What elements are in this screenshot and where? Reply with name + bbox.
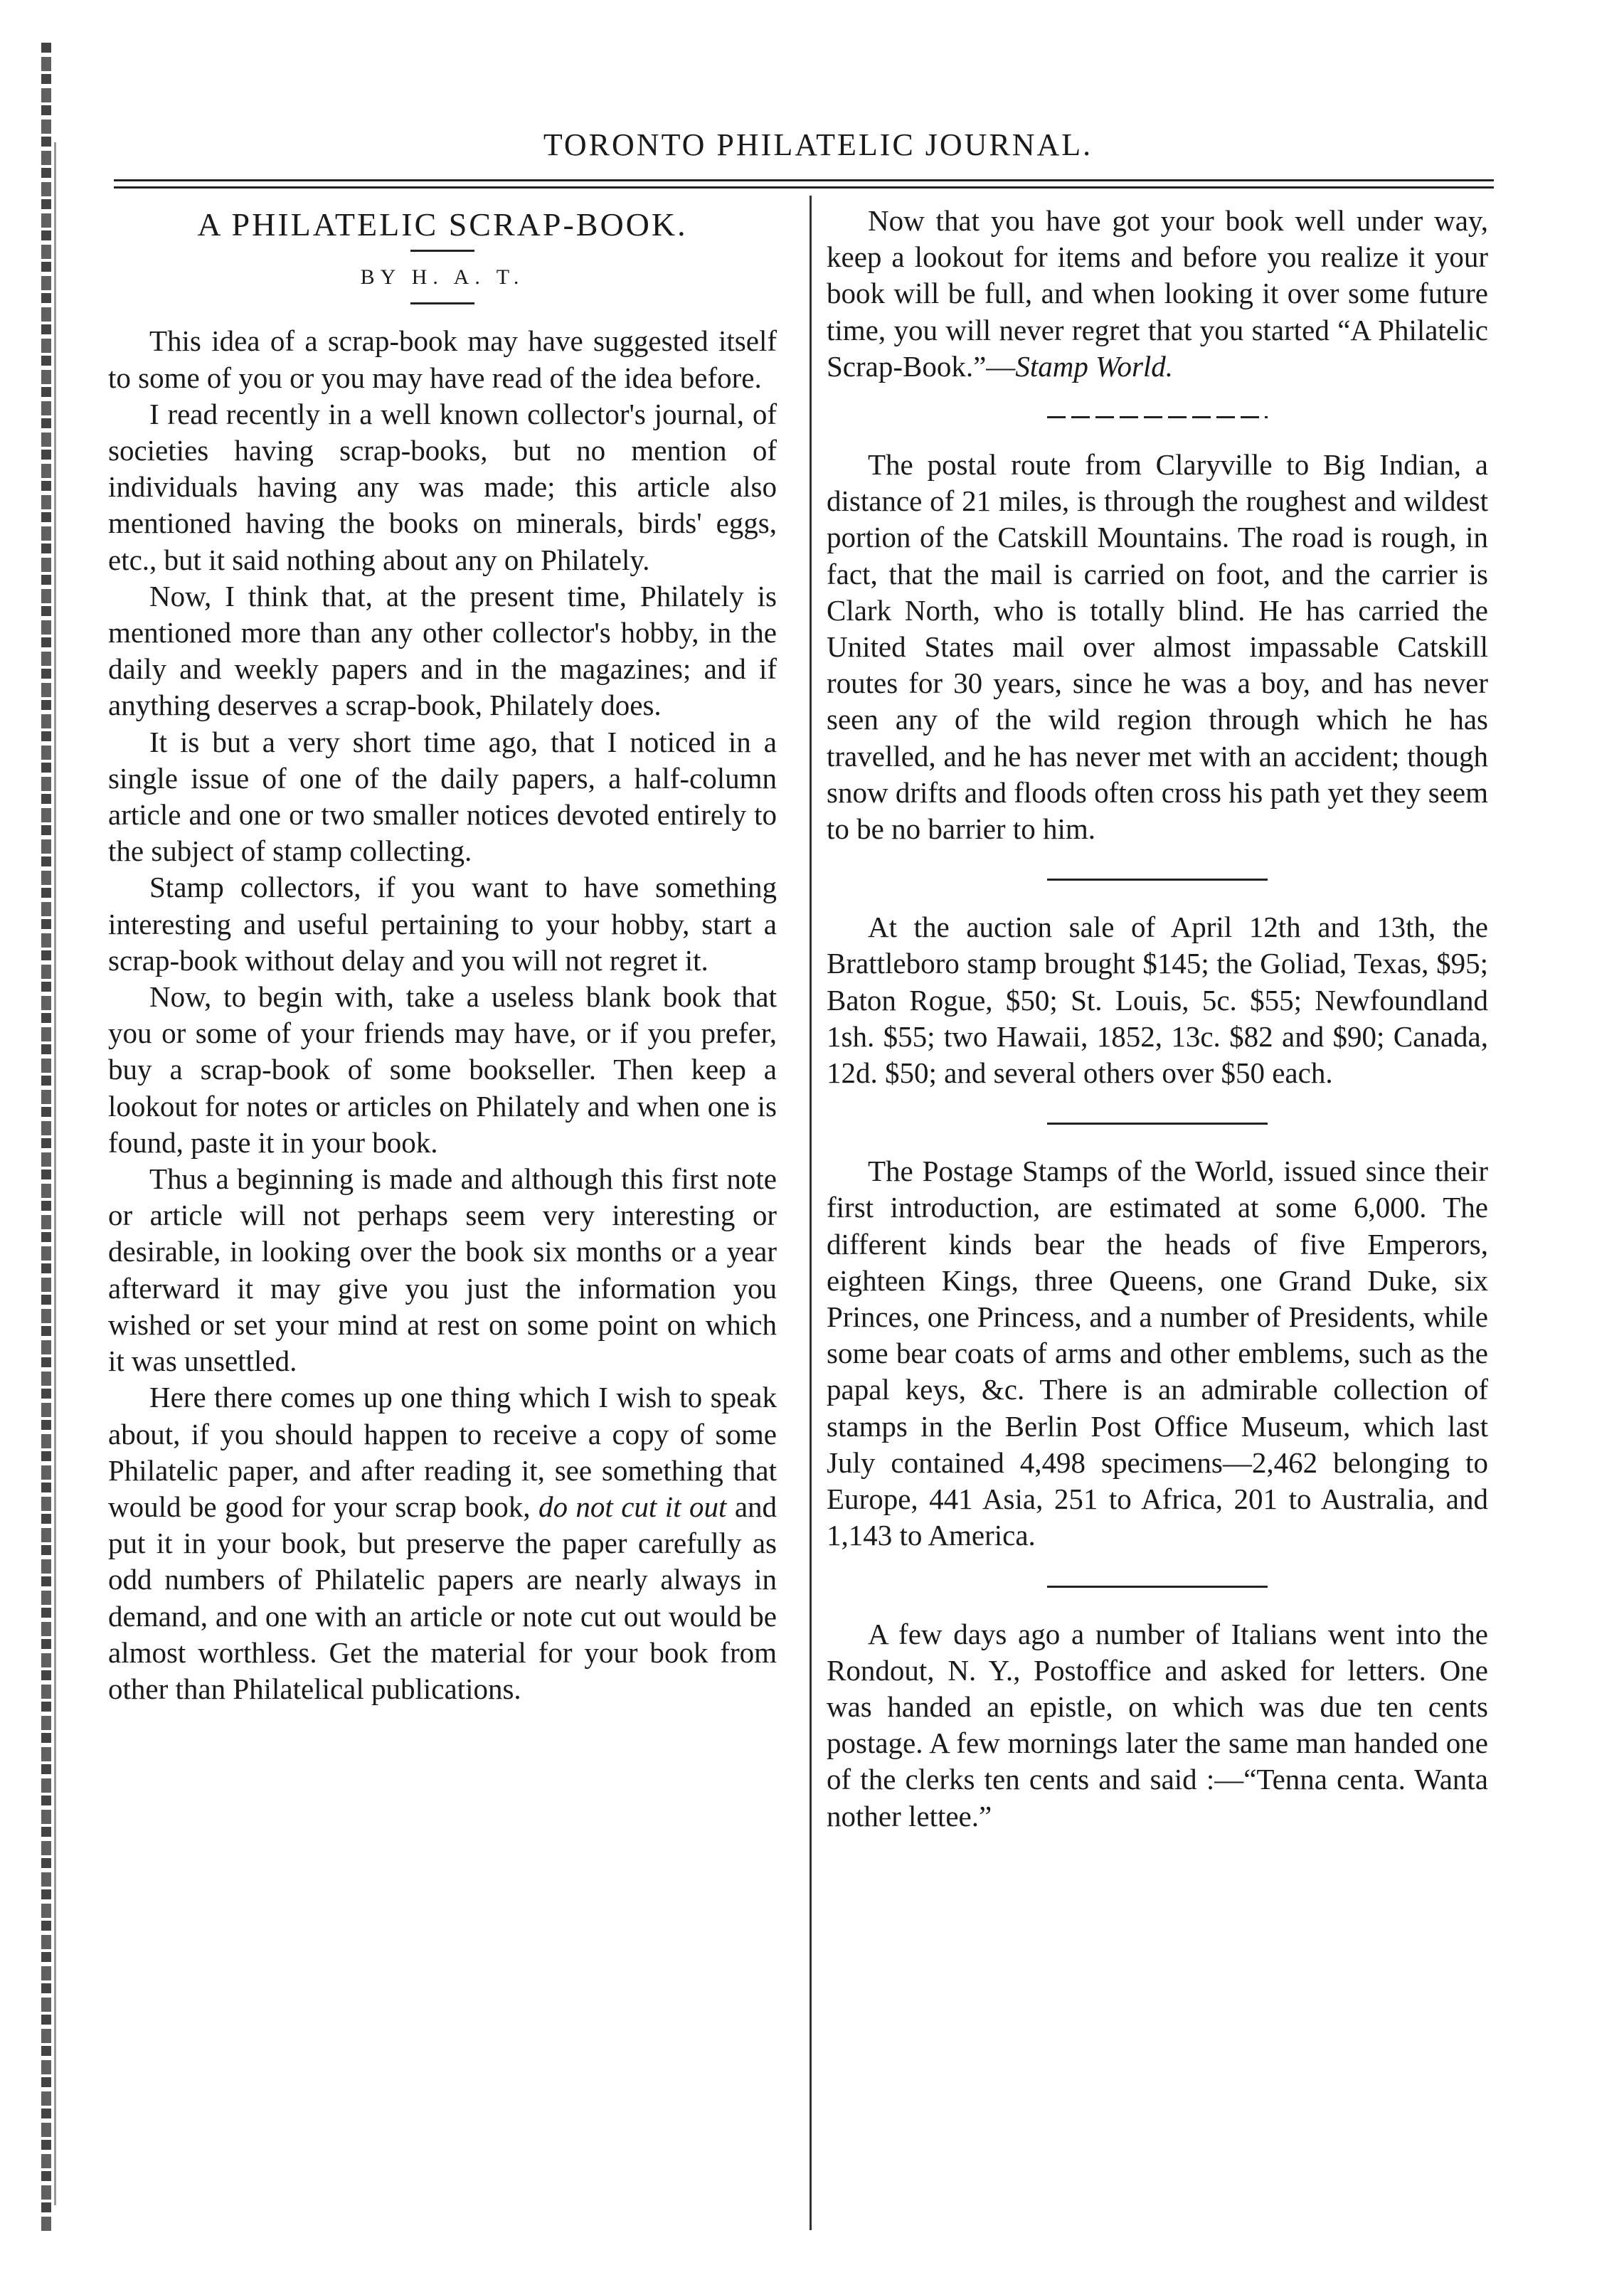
article-paragraph: It is but a very short time ago, that I noticed in a single issue of one of the daily papers, a half-column article and one or two smaller notices devoted entirely to the subject of stamp collecting.: [108, 725, 777, 868]
right-column: [827, 203, 1488, 1835]
running-head: TORONTO PHILATELIC JOURNAL.: [543, 127, 1093, 162]
article-paragraph: Thus a beginning is made and although this first note or article will not perhaps seem very interesting or desirable, in looking over the book six months or a year afterward it may give you just the information you wished or set your mind at rest on some point on which it was unsettled.: [108, 1162, 777, 1378]
article-paragraph: Stamp collectors, if you want to have something interesting and useful pertaining to your hobby, start a scrap-book without delay and you will not regret it.: [108, 871, 777, 977]
header-rule-top: [114, 179, 1494, 181]
emphasis-text: do not cut it out: [538, 1490, 727, 1523]
separator-rule: [1047, 1586, 1268, 1588]
separator-rule: [1047, 1123, 1268, 1125]
source-credit: Stamp World.: [1015, 349, 1174, 383]
binding-edge: [41, 43, 51, 2234]
article-paragraph: I read recently in a well known collector's journal, of societies having scrap-books, but no mention of individuals having any was made; this article also mentioned having the books on minerals, birds' eggs, etc., but it said nothing about any on Philately.: [108, 397, 777, 576]
header-rule-bottom: [114, 186, 1494, 189]
news-item: The Postage Stamps of the World, issued since their first introduction, are estimated at some 6,000. The different kinds bear the heads of five Emperors, eighteen Kings, three Queens, one Grand Duke, six Princes, one Princess, and a number of Presidents, while some bear coats of arms and other emblems, such as the papal keys, &c. There is an admirable collection of stamps in the Berlin Post Office Museum, which last July contained 4,498 specimens—2,462 belonging to Europe, 441 Asia, 251 to Africa, 201 to Australia, and 1,143 to America.: [827, 1155, 1488, 1552]
binding-line: [54, 142, 56, 2205]
article-paragraph: Now, I think that, at the present time, Philately is mentioned more than any other collector's hobby, in the daily and weekly papers and in the magazines; and if anything deserves a scrap-book, Philately does.: [108, 579, 777, 722]
news-item: A few days ago a number of Italians went into the Rondout, N. Y., Postoffice and asked for letters. One was handed an epistle, on which was due ten cents postage. A few mornings later the same man handed one of the clerks ten cents and said :—“Tenna centa. Wanta nother lettee.”: [827, 1617, 1488, 1833]
separator-rule: [1047, 879, 1268, 881]
column-divider: [810, 196, 812, 2230]
article-continuation: [827, 203, 1488, 385]
article-paragraph: This idea of a scrap-book may have suggested itself to some of you or you may have read of the idea before.: [108, 324, 777, 394]
article-byline: BY H. A. T.: [360, 265, 525, 290]
continuation-text: Now that you have got your book well under way, keep a lookout for items and before you realize it your book will be full, and when looking it over some future time, you will never regret that you started “A Philatelic Scrap-Book.”—: [827, 204, 1488, 383]
left-column: [108, 203, 777, 1707]
article-paragraph: Now, to begin with, take a useless blank book that you or some of your friends may have, or if you prefer, buy a scrap-book of some bookseller. Then keep a lookout for notes or articles on Philately and when one is found, paste it in your book.: [108, 980, 777, 1159]
separator-rule: [1047, 416, 1268, 418]
article-title: A PHILATELIC SCRAP-BOOK.: [197, 206, 688, 243]
article-paragraph-last: [108, 1379, 777, 1707]
paragraph-text: Here there comes up one thing which I wish to speak about, if you should happen to receive a copy of some Philatelic paper, and after reading it, see something that would be good for your scrap book,: [108, 1381, 777, 1523]
news-item: The postal route from Claryville to Big Indian, a distance of 21 miles, is through the roughest and wildest portion of the Catskill Mountains. The road is rough, in fact, that the mail is carried on foot, and the carrier is Clark North, who is totally blind. He has carried the United States mail over almost impassable Catskill routes for 30 years, since he was a boy, and has never seen any of the wild region through which he has travelled, and he has never met with an accident; though snow drifts and floods often cross his path yet they seem to be no barrier to him.: [827, 448, 1488, 846]
paragraph-text: and put it in your book, but preserve the paper carefully as odd numbers of Philatelic papers are nearly always in demand, and one with an article or note cut out would be almost worthless. Get the material for your book from other than Philatelical publications.: [108, 1490, 777, 1705]
byline-rule: [410, 302, 474, 304]
news-item: At the auction sale of April 12th and 13th, the Brattleboro stamp brought $145; the Goliad, Texas, $95; Baton Rogue, $50; St. Louis, 5c. $55; Newfoundland 1sh. $55; two Hawaii, 1852, 13c. $82 and $90; Canada, 12d. $50; and several others over $50 each.: [827, 911, 1488, 1090]
title-rule: [410, 250, 474, 252]
